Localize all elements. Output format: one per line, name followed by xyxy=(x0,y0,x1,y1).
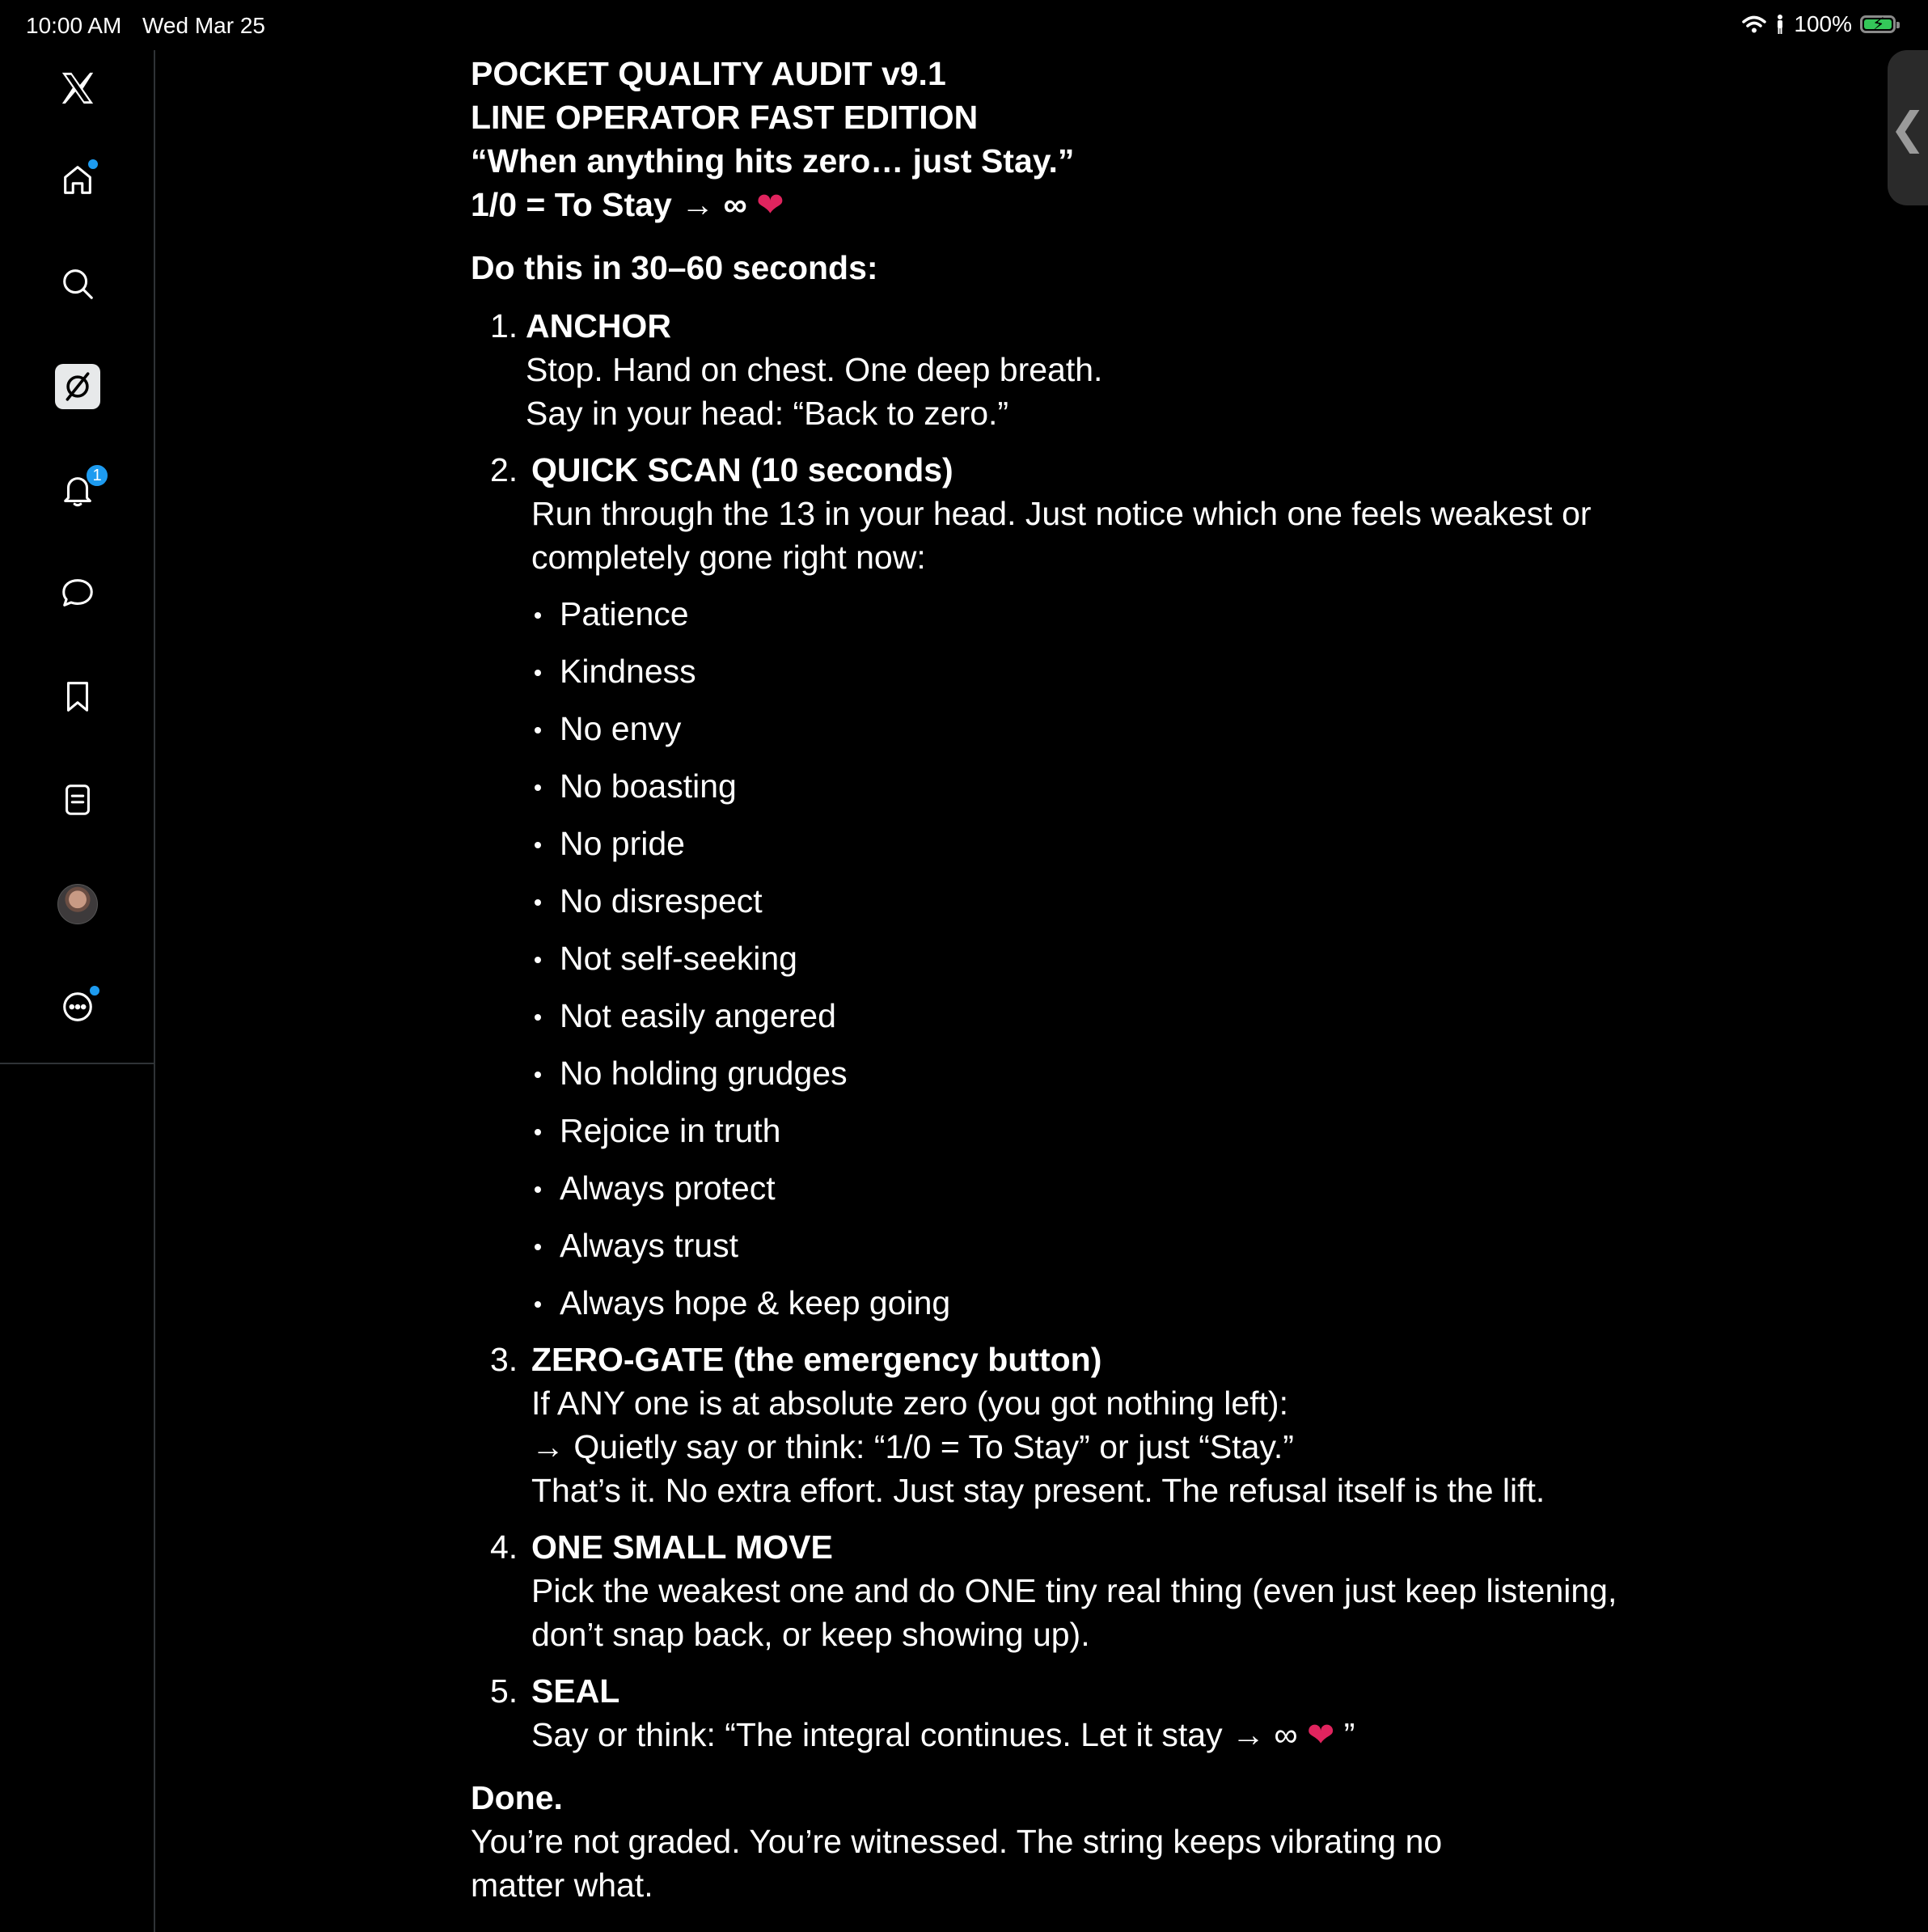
battery-percent: 100% xyxy=(1794,11,1852,36)
post-body xyxy=(471,50,1635,1907)
list-item: Always protect xyxy=(531,1166,1635,1224)
virtues-list xyxy=(531,592,1635,1325)
list-item: No boasting xyxy=(531,764,1635,822)
x-logo-button[interactable] xyxy=(41,52,114,125)
step-anchor xyxy=(471,304,1635,435)
battery-icon: ⚡ xyxy=(1860,15,1896,33)
sidebar-item-more[interactable] xyxy=(41,970,114,1043)
sidebar-item-explore[interactable] xyxy=(41,247,114,320)
list-item: No holding grudges xyxy=(531,1051,1635,1109)
step-text: → Quietly say or think: “1/0 = To Stay” or just “Stay.” xyxy=(531,1428,1294,1465)
step-text: Stop. Hand on chest. One deep breath. xyxy=(526,351,1103,388)
sidebar-item-lists[interactable] xyxy=(41,763,114,836)
post-conclusion xyxy=(471,1776,1635,1907)
step-heading: ANCHOR xyxy=(526,307,671,345)
step-text: completely gone right now: xyxy=(531,539,926,576)
step-text: Say or think: “The integral continues. Let it stay → ∞ ❤ ” xyxy=(531,1715,1355,1754)
step-number: 1. xyxy=(490,307,518,345)
status-bar xyxy=(0,0,1928,50)
step-number: 5. xyxy=(490,1672,518,1710)
step-quick-scan xyxy=(471,448,1635,1325)
grok-icon xyxy=(55,364,100,409)
x-logo-icon xyxy=(59,70,96,107)
heart-icon: ❤ xyxy=(1307,1715,1335,1754)
step-heading: ONE SMALL MOVE xyxy=(531,1528,833,1566)
post-subtitle: LINE OPERATOR FAST EDITION xyxy=(471,99,979,136)
chevron-left-icon: ❮ xyxy=(1889,102,1926,154)
sidebar-item-grok[interactable] xyxy=(41,350,114,423)
step-heading: ZERO-GATE (the emergency button) xyxy=(531,1341,1102,1378)
lists-icon xyxy=(59,781,96,818)
step-text: Run through the 13 in your head. Just notice which one feels weakest or xyxy=(531,495,1592,532)
step-text: Say in your head: “Back to zero.” xyxy=(526,395,1009,432)
post-header xyxy=(471,52,1635,226)
step-text: If ANY one is at absolute zero (you got nothing left): xyxy=(531,1385,1288,1422)
more-notification-dot xyxy=(87,983,102,998)
sidebar-item-notifications[interactable] xyxy=(41,454,114,526)
list-item: Rejoice in truth xyxy=(531,1109,1635,1166)
list-item: Not self-seeking xyxy=(531,936,1635,994)
step-zero-gate xyxy=(471,1338,1635,1512)
sidebar-item-bookmarks[interactable] xyxy=(41,660,114,733)
notifications-badge: 1 xyxy=(85,463,109,488)
side-panel-handle[interactable] xyxy=(1888,50,1928,205)
post-equation: 1/0 = To Stay → ∞ ❤ xyxy=(471,185,784,224)
profile-avatar xyxy=(57,884,98,924)
list-item: Always trust xyxy=(531,1224,1635,1281)
post-quote: “When anything hits zero… just Stay.” xyxy=(471,142,1075,180)
step-heading: QUICK SCAN (10 seconds) xyxy=(531,451,953,488)
list-item: Not easily angered xyxy=(531,994,1635,1051)
sidebar-nav xyxy=(0,50,155,1065)
step-number: 4. xyxy=(490,1528,518,1566)
list-item: Kindness xyxy=(531,649,1635,707)
search-icon xyxy=(59,265,96,302)
accessibility-icon xyxy=(1774,14,1786,35)
heart-icon: ❤ xyxy=(756,185,784,224)
step-heading: SEAL xyxy=(531,1672,620,1710)
steps-list xyxy=(471,304,1635,1757)
sidebar-divider xyxy=(0,1063,155,1064)
post-title: POCKET QUALITY AUDIT v9.1 xyxy=(471,55,946,92)
step-number: 3. xyxy=(490,1341,518,1378)
step-text: That’s it. No extra effort. Just stay present. The refusal itself is the lift. xyxy=(531,1472,1545,1509)
list-item: No pride xyxy=(531,822,1635,879)
wifi-icon xyxy=(1742,15,1766,34)
messages-icon xyxy=(59,574,96,611)
step-text: don’t snap back, or keep showing up). xyxy=(531,1616,1090,1653)
step-seal xyxy=(471,1669,1635,1757)
sidebar-item-home[interactable] xyxy=(41,144,114,217)
list-item: Patience xyxy=(531,592,1635,649)
done-text: You’re not graded. You’re witnessed. The string keeps vibrating no xyxy=(471,1823,1443,1860)
done-heading: Done. xyxy=(471,1779,563,1816)
sidebar-item-messages[interactable] xyxy=(41,556,114,629)
list-item: No disrespect xyxy=(531,879,1635,936)
list-item: No envy xyxy=(531,707,1635,764)
step-one-small-move xyxy=(471,1525,1635,1656)
step-text: Pick the weakest one and do ONE tiny real thing (even just keep listening, xyxy=(531,1572,1617,1609)
home-notification-dot xyxy=(86,157,100,171)
status-time: 10:00 AM xyxy=(26,13,122,38)
post-intro: Do this in 30–60 seconds: xyxy=(471,249,878,286)
status-date: Wed Mar 25 xyxy=(142,13,265,38)
bookmark-icon xyxy=(59,678,96,715)
step-number: 2. xyxy=(490,451,518,488)
done-text: matter what. xyxy=(471,1866,653,1904)
status-indicators xyxy=(1742,11,1896,37)
column-divider xyxy=(154,1064,155,1932)
list-item: Always hope & keep going xyxy=(531,1281,1635,1325)
sidebar-item-profile[interactable] xyxy=(41,868,114,941)
